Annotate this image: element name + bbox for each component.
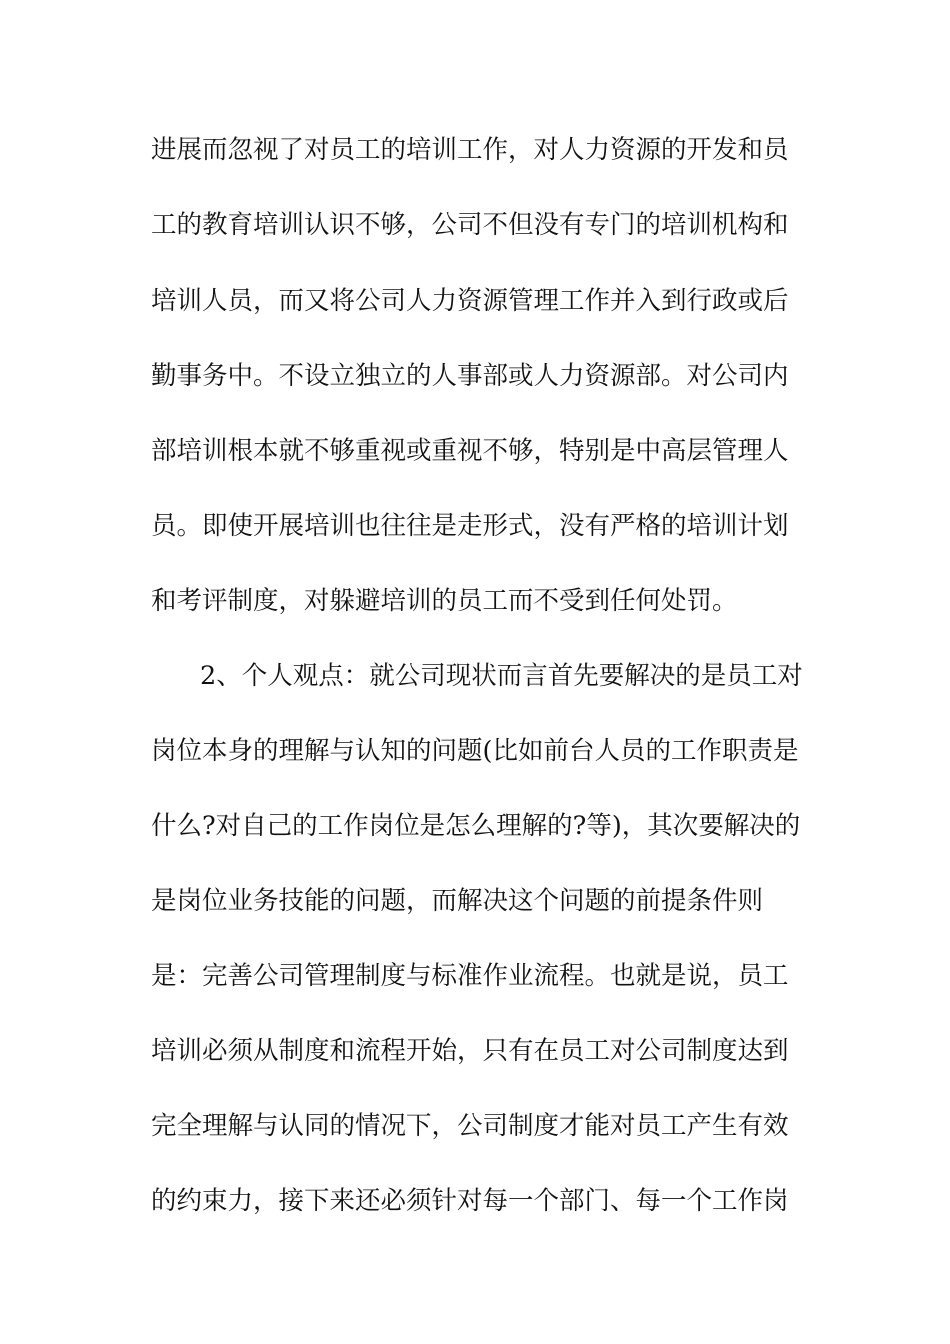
paragraph-line: 岗位本身的理解与认知的问题(比如前台人员的工作职责是 (151, 736, 799, 766)
paragraph-line: 是岗位业务技能的问题，而解决这个问题的前提条件则 (151, 886, 764, 916)
paragraph-line: 培训人员，而又将公司人力资源管理工作并入到行政或后 (151, 286, 789, 316)
paragraph-line: 部培训根本就不够重视或重视不够，特别是中高层管理人 (151, 436, 789, 466)
paragraph-line: 进展而忽视了对员工的培训工作，对人力资源的开发和员 (151, 135, 789, 165)
paragraph-line: 的约束力，接下来还必须针对每一个部门、每一个工作岗 (151, 1186, 789, 1216)
paragraph-line-indented: 2、个人观点：就公司现状而言首先要解决的是员工对 (200, 661, 803, 691)
paragraph-line: 和考评制度，对躲避培训的员工而不受到任何处罚。 (151, 586, 738, 616)
paragraph-line: 员。即使开展培训也往往是走形式，没有严格的培训计划 (151, 511, 789, 541)
paragraph-line: 什么?对自己的工作岗位是怎么理解的?等)，其次要解决的 (151, 811, 801, 841)
paragraph-line: 是：完善公司管理制度与标准作业流程。也就是说，员工 (151, 961, 789, 991)
paragraph-line: 工的教育培训认识不够，公司不但没有专门的培训机构和 (151, 210, 789, 240)
paragraph-line: 勤事务中。不设立独立的人事部或人力资源部。对公司内 (151, 361, 789, 391)
paragraph-line: 培训必须从制度和流程开始，只有在员工对公司制度达到 (151, 1036, 789, 1066)
paragraph-line: 完全理解与认同的情况下，公司制度才能对员工产生有效 (151, 1111, 789, 1141)
